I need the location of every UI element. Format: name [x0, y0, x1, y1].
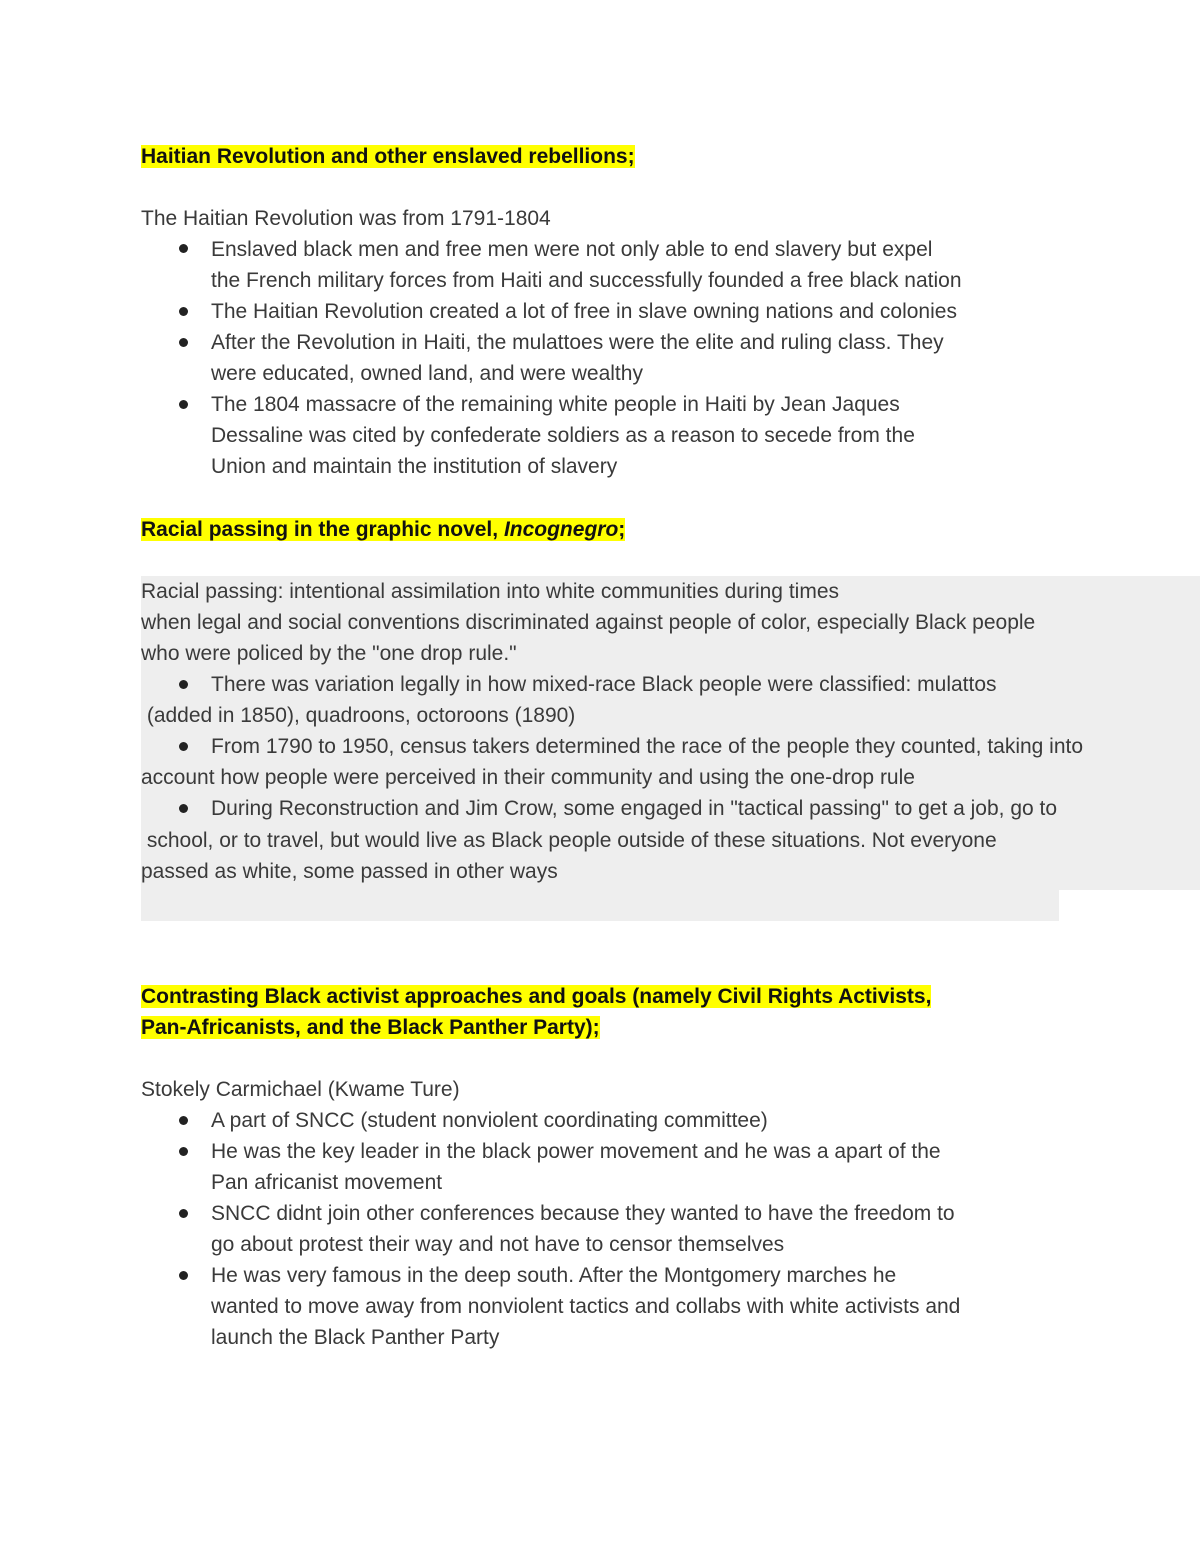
list-item-line: SNCC didnt join other conferences because they wanted to have the freedom to — [211, 1202, 955, 1225]
paragraph-line: Racial passing: intentional assimilation into white communities during times — [141, 580, 839, 603]
section-heading-black-activism: Contrasting Black activist approaches and goals (namely Civil Rights Activists, — [141, 985, 932, 1008]
list-item-line: During Reconstruction and Jim Crow, some engaged in "tactical passing" to get a job, go to — [211, 797, 1058, 820]
book-title: Incognegro — [503, 518, 619, 541]
list-item-line: Pan africanist movement — [211, 1171, 443, 1194]
section-heading-haitian-revolution: Haitian Revolution and other enslaved rebellions; — [141, 145, 635, 168]
list-item-line: Dessaline was cited by confederate soldiers as a reason to secede from the — [211, 424, 915, 447]
list-item-line: After the Revolution in Haiti, the mulattoes were the elite and ruling class. They — [211, 331, 944, 354]
list-item-line: go about protest their way and not have to censor themselves — [211, 1233, 785, 1256]
list-item-line: (added in 1850), quadroons, octoroons (1890) — [141, 704, 576, 727]
list-item-line: the French military forces from Haiti and successfully founded a free black nation — [211, 269, 962, 292]
section-heading-racial-passing: Racial passing in the graphic novel, Incognegro; — [141, 518, 626, 541]
section-heading-black-activism-line2: Pan-Africanists, and the Black Panther Party); — [141, 1016, 600, 1039]
list-item-line: There was variation legally in how mixed-race Black people were classified: mulattos — [211, 673, 997, 696]
bullet-icon — [179, 680, 188, 689]
list-item-line: From 1790 to 1950, census takers determined the race of the people they counted, taking into — [211, 735, 1084, 758]
paragraph-line: who were policed by the "one drop rule." — [141, 642, 517, 665]
section-intro: The Haitian Revolution was from 1791-1804 — [141, 207, 551, 230]
list-item-line: wanted to move away from nonviolent tactics and collabs with white activists and — [211, 1295, 961, 1318]
bullet-icon — [179, 804, 188, 813]
list-item-line: He was the key leader in the black power movement and he was a apart of the — [211, 1140, 941, 1163]
bullet-icon — [179, 244, 188, 253]
shaded-block-tail — [141, 890, 1059, 921]
bullet-icon — [179, 1116, 188, 1125]
list-item-line: He was very famous in the deep south. After the Montgomery marches he — [211, 1264, 897, 1287]
list-item-line: passed as white, some passed in other ways — [141, 860, 558, 883]
list-item-line: Enslaved black men and free men were not only able to end slavery but expel — [211, 238, 933, 261]
section-intro: Stokely Carmichael (Kwame Ture) — [141, 1078, 460, 1101]
bullet-icon — [179, 1209, 188, 1218]
list-item-line: account how people were perceived in their community and using the one-drop rule — [141, 766, 915, 789]
paragraph-line: when legal and social conventions discriminated against people of color, especially Black people — [141, 611, 1036, 634]
bullet-icon — [179, 400, 188, 409]
bullet-icon — [179, 742, 188, 751]
list-item-line: launch the Black Panther Party — [211, 1326, 500, 1349]
bullet-icon — [179, 1271, 188, 1280]
list-item-line: were educated, owned land, and were wealthy — [211, 362, 643, 385]
list-item-line: A part of SNCC (student nonviolent coordinating committee) — [211, 1109, 768, 1132]
list-item-line: Union and maintain the institution of slavery — [211, 455, 618, 478]
list-item-line: The Haitian Revolution created a lot of free in slave owning nations and colonies — [211, 300, 957, 323]
bullet-icon — [179, 307, 188, 316]
list-item-line: The 1804 massacre of the remaining white people in Haiti by Jean Jaques — [211, 393, 900, 416]
bullet-icon — [179, 1147, 188, 1156]
bullet-icon — [179, 338, 188, 347]
list-item-line: school, or to travel, but would live as Black people outside of these situations. Not everyone — [141, 829, 997, 852]
